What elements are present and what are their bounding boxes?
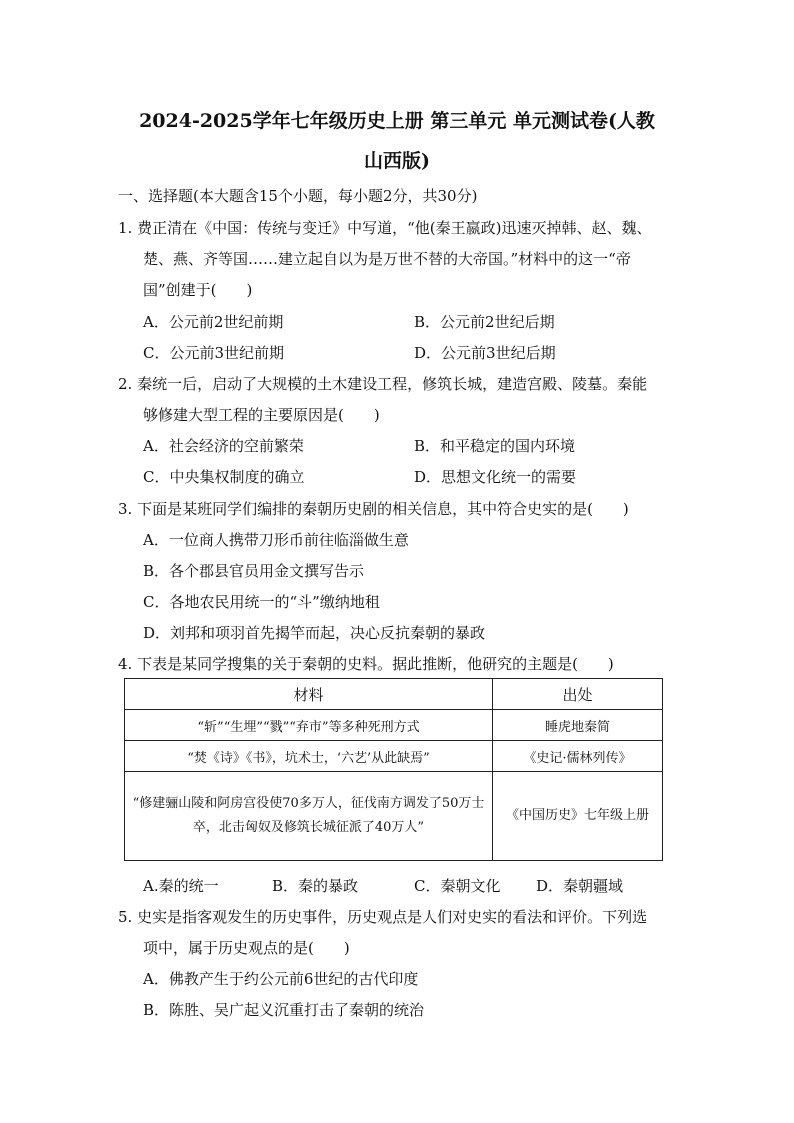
section-heading: 一、选择题(本大题含15个小题，每小题2分，共30分)	[118, 187, 478, 205]
question-3-option-c: C．各地农民用统一的“斗”缴纳地租	[143, 593, 380, 611]
table-cell-source: 睡虎地秦简	[493, 710, 663, 741]
exam-title-line2: 山西版)	[364, 150, 430, 172]
table-cell-material: “焚《诗》《书》，坑术士，‘六艺’从此缺焉”	[125, 741, 493, 772]
question-2-option-a: A．社会经济的空前繁荣	[143, 437, 304, 455]
question-4-option-d: D．秦朝疆域	[536, 877, 624, 895]
question-1-line-3: 国”创建于( )	[143, 281, 253, 299]
question-5-option-a: A．佛教产生于约公元前6世纪的古代印度	[143, 970, 419, 988]
question-4-line-1: 4. 下表是某同学搜集的关于秦朝的史料。据此推断，他研究的主题是( )	[118, 655, 614, 673]
table-row	[125, 741, 663, 772]
question-4-option-c: C．秦朝文化	[414, 877, 501, 895]
source-table	[124, 678, 663, 861]
question-3-option-a: A．一位商人携带刀形币前往临淄做生意	[143, 531, 409, 549]
question-2-option-b: B．和平稳定的国内环境	[414, 437, 576, 455]
table-cell-material: “斩”“生埋”“戮”“弃市”等多种死刑方式	[125, 710, 493, 741]
question-5-line-2: 项中，属于历史观点的是( )	[143, 939, 350, 957]
question-1-line-2: 楚、燕、齐等国……建立起自以为是万世不替的大帝国。”材料中的这一“帝	[143, 250, 631, 268]
table-row	[125, 710, 663, 741]
question-5-option-b: B．陈胜、吴广起义沉重打击了秦朝的统治	[143, 1001, 425, 1019]
question-1-option-d: D．公元前3世纪后期	[414, 344, 556, 362]
question-2-line-2: 够修建大型工程的主要原因是( )	[143, 406, 380, 424]
table-row	[125, 772, 663, 861]
question-2-option-d: D．思想文化统一的需要	[414, 468, 577, 486]
question-1-line-1: 1. 费正清在《中国：传统与变迁》中写道，“他(秦王嬴政)迅速灭掉韩、赵、魏、	[118, 219, 652, 237]
table-header-source: 出处	[493, 679, 663, 710]
table-header-material: 材料	[125, 679, 493, 710]
table-header-row	[125, 679, 663, 710]
question-3-option-d: D．刘邦和项羽首先揭竿而起，决心反抗秦朝的暴政	[143, 624, 486, 642]
table-cell-source: 《史记·儒林列传》	[493, 741, 663, 772]
table-cell-material: “修建骊山陵和阿房宫役使70多万人，征伐南方调发了50万士卒，北击匈奴及修筑长城征派了40万人”	[125, 772, 493, 861]
question-4-option-b: B．秦的暴政	[272, 877, 359, 895]
question-1-option-a: A．公元前2世纪前期	[143, 313, 284, 331]
question-5-line-1: 5. 史实是指客观发生的历史事件，历史观点是人们对史实的看法和评价。下列选	[118, 908, 648, 926]
question-2-option-c: C．中央集权制度的确立	[143, 468, 305, 486]
question-1-option-b: B．公元前2世纪后期	[414, 313, 555, 331]
question-3-line-1: 3. 下面是某班同学们编排的秦朝历史剧的相关信息，其中符合史实的是( )	[118, 500, 629, 518]
question-2-line-1: 2. 秦统一后，启动了大规模的土木建设工程，修筑长城，建造宫殿、陵墓。秦能	[118, 375, 648, 393]
question-3-option-b: B．各个郡县官员用金文撰写告示	[143, 562, 365, 580]
question-4-option-a: A.秦的统一	[143, 877, 219, 895]
table-cell-source: 《中国历史》七年级上册	[493, 772, 663, 861]
exam-title-line1: 2024-2025学年七年级历史上册 第三单元 单元测试卷(人教	[139, 110, 655, 132]
question-1-option-c: C．公元前3世纪前期	[143, 344, 285, 362]
